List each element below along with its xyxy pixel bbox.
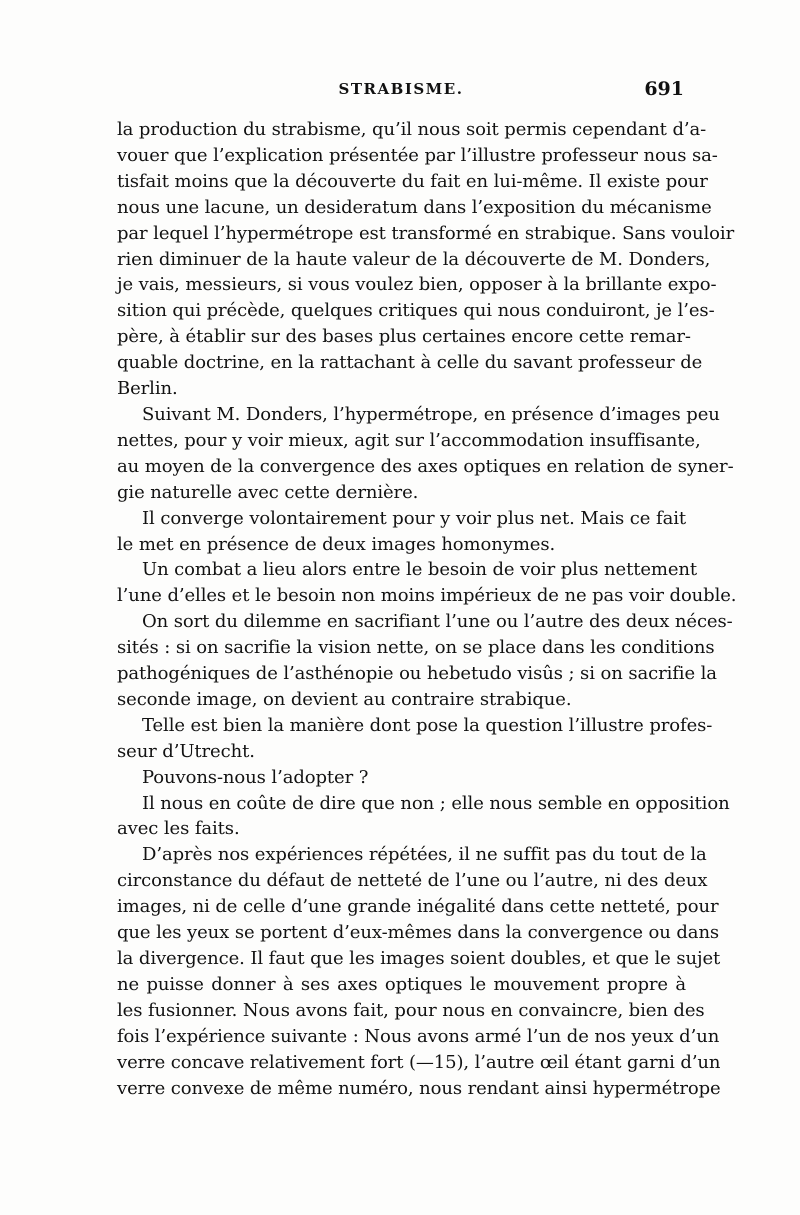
text-line: je vais, messieurs, si vous voulez bien, opposer à la brillante expo- bbox=[117, 274, 717, 296]
page-header bbox=[118, 78, 684, 112]
text-line: les fusionner. Nous avons fait, pour nous en convaincre, bien des bbox=[117, 999, 705, 1021]
text-line: Pouvons-nous l’adopter ? bbox=[142, 766, 369, 788]
text-line: nous une lacune, un desideratum dans l’exposition du mécanisme bbox=[117, 196, 712, 218]
text-line: au moyen de la convergence des axes optiques en relation de syner- bbox=[117, 455, 734, 477]
text-line: la production du strabisme, qu’il nous soit permis cependant d’a- bbox=[117, 119, 707, 140]
text-line: quable doctrine, en la rattachant à celle du savant professeur de bbox=[117, 352, 703, 374]
text-line: pathogéniques de l’asthénopie ou hebetudo visûs ; si on sacrifie la bbox=[117, 663, 717, 685]
text-line: sités : si on sacrifie la vision nette, on se place dans les conditions bbox=[117, 637, 715, 659]
text-line: Un combat a lieu alors entre le besoin de voir plus nettement bbox=[142, 559, 698, 581]
text-line: le met en présence de deux images homonymes. bbox=[117, 533, 556, 555]
text-line: rien diminuer de la haute valeur de la découverte de M. Donders, bbox=[117, 248, 711, 270]
text-line: l’une d’elles et le besoin non moins impérieux de ne pas voir double. bbox=[117, 585, 737, 607]
text-line: gie naturelle avec cette dernière. bbox=[117, 481, 419, 503]
text-line: tisfait moins que la découverte du fait en lui-même. Il existe pour bbox=[117, 170, 708, 192]
text-line: verre concave relativement fort (—15), l’autre œil étant garni d’un bbox=[117, 1051, 721, 1073]
text-line: Il converge volontairement pour y voir plus net. Mais ce fait bbox=[142, 507, 686, 529]
text-line: ne puisse donner à ses axes optiques le mouvement propre à bbox=[117, 973, 686, 995]
text-line: circonstance du défaut de netteté de l’une ou l’autre, ni des deux bbox=[117, 870, 708, 892]
text-line: images, ni de celle d’une grande inégalité dans cette netteté, pour bbox=[117, 896, 719, 918]
text-line: Il nous en coûte de dire que non ; elle nous semble en opposition bbox=[142, 792, 730, 814]
text-line: père, à établir sur des bases plus certaines encore cette remar- bbox=[117, 326, 691, 348]
body-text bbox=[117, 117, 737, 1101]
text-line: sition qui précède, quelques critiques qui nous conduiront, je l’es- bbox=[117, 300, 715, 322]
text-line: Suivant M. Donders, l’hypermétrope, en présence d’images peu bbox=[142, 403, 720, 425]
text-line: Telle est bien la manière dont pose la question l’illustre profes- bbox=[142, 714, 713, 736]
text-line: que les yeux se portent d’eux-mêmes dans la convergence ou dans bbox=[117, 922, 720, 944]
text-line: avec les faits. bbox=[117, 818, 240, 840]
text-line: verre convexe de même numéro, nous rendant ainsi hypermétrope bbox=[117, 1077, 721, 1099]
text-line: vouer que l’explication présentée par l’illustre professeur nous sa- bbox=[117, 144, 718, 166]
text-line: par lequel l’hypermétrope est transformé en strabique. Sans vouloir bbox=[117, 222, 735, 244]
text-line: On sort du dilemme en sacrifiant l’une ou l’autre des deux néces- bbox=[142, 611, 733, 633]
text-line: nettes, pour y voir mieux, agit sur l’accommodation insuffisante, bbox=[117, 429, 701, 451]
text-line: seur d’Utrecht. bbox=[117, 740, 255, 762]
running-title: STRABISME. bbox=[338, 80, 464, 98]
text-line: la divergence. Il faut que les images soient doubles, et que le sujet bbox=[117, 948, 721, 969]
text-line: D’après nos expériences répétées, il ne suffit pas du tout de la bbox=[142, 844, 707, 866]
text-line: fois l’expérience suivante : Nous avons armé l’un de nos yeux d’un bbox=[117, 1025, 720, 1047]
text-line: Berlin. bbox=[117, 378, 178, 400]
page-number: 691 bbox=[644, 78, 684, 100]
text-line: seconde image, on devient au contraire strabique. bbox=[117, 688, 572, 710]
